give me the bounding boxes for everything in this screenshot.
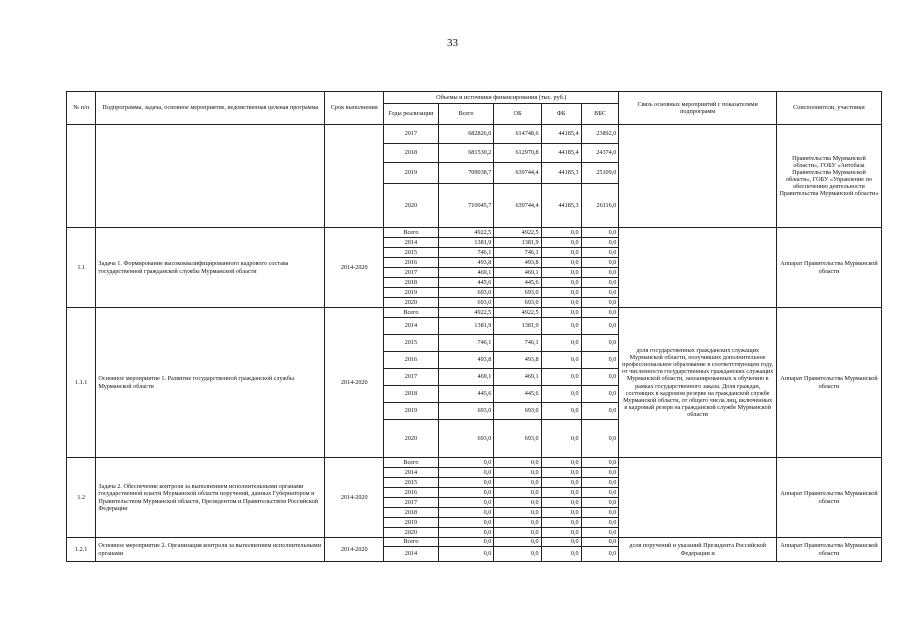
year-cell: Всего <box>384 308 439 318</box>
vbs-cell: 0,0 <box>581 488 619 498</box>
ob-cell: 614748,6 <box>494 125 541 144</box>
ob-cell: 0,0 <box>494 488 541 498</box>
coexec-cell: Правительства Мурманской области», ГОБУ «Автобаза Правительства Мурманской области», ГОБУ «Управление по обеспечению деятельности Правительства Мурманской области» <box>776 125 881 228</box>
total-cell: 0,0 <box>438 518 494 528</box>
total-cell: 469,1 <box>438 369 494 386</box>
year-cell: 2014 <box>384 468 439 478</box>
header-coexec: Соисполнители, участники <box>776 92 881 125</box>
year-cell: 2017 <box>384 498 439 508</box>
year-cell: Всего <box>384 228 439 238</box>
year-cell: 2015 <box>384 335 439 352</box>
link-cell: доля государственных гражданских служащих Мурманской области, получивших дополнительное профессиональное образование в соответствующем году, от численности государственных гражданских служащих Мурманской области, запланированных к обучению в рамках государственного заказа. Доля граждан, состоящих в кадровом резерве на гражданской службе Мурманской области, от общего числа лиц, включенных в кадровый резерв на гражданской службе Мурманской области <box>619 308 777 458</box>
vbs-cell: 0,0 <box>581 420 619 458</box>
vbs-cell: 0,0 <box>581 547 619 562</box>
fb-cell: 0,0 <box>541 478 581 488</box>
row-number: 1.1.1 <box>67 308 96 458</box>
row-number: 1.2.1 <box>67 538 96 562</box>
total-cell: 709038,7 <box>438 163 494 184</box>
table-row <box>67 458 882 468</box>
vbs-cell: 0,0 <box>581 335 619 352</box>
term-cell: 2014-2020 <box>325 308 384 458</box>
coexec-cell: Аппарат Правительства Мурманской области <box>776 308 881 458</box>
vbs-cell: 0,0 <box>581 403 619 420</box>
fb-cell: 0,0 <box>541 488 581 498</box>
year-cell: 2018 <box>384 386 439 403</box>
total-cell: 0,0 <box>438 488 494 498</box>
header-program: Подпрограмма, задача, основное мероприятие, ведомственная целевая программа <box>96 92 325 125</box>
header-ob: ОБ <box>494 104 541 125</box>
program-name: Задача 2. Обеспечение контроля за выполнением исполнительными органами государственной власти Мурманской области поручений, данных Губернатором и Правительством Мурманской области, Президентом и Правительством Российской Федерации <box>96 458 325 538</box>
vbs-cell: 0,0 <box>581 248 619 258</box>
total-cell: 710045,7 <box>438 184 494 228</box>
fb-cell: 0,0 <box>541 538 581 547</box>
year-cell: 2019 <box>384 288 439 298</box>
total-cell: 0,0 <box>438 528 494 538</box>
ob-cell: 0,0 <box>494 468 541 478</box>
coexec-cell: Аппарат Правительства Мурманской области <box>776 538 881 562</box>
year-cell: 2019 <box>384 163 439 184</box>
year-cell: 2018 <box>384 144 439 163</box>
ob-cell: 746,1 <box>494 248 541 258</box>
coexec-cell: Аппарат Правительства Мурманской области <box>776 228 881 308</box>
ob-cell: 746,1 <box>494 335 541 352</box>
ob-cell: 0,0 <box>494 508 541 518</box>
ob-cell: 693,0 <box>494 420 541 458</box>
ob-cell: 693,0 <box>494 298 541 308</box>
program-name: Задача 1. Формирование высококвалифицированного кадрового состава государственной гражданской службы Мурманской области <box>96 228 325 308</box>
year-cell: 2019 <box>384 518 439 528</box>
vbs-cell: 0,0 <box>581 518 619 528</box>
total-cell: 0,0 <box>438 508 494 518</box>
fb-cell: 0,0 <box>541 369 581 386</box>
ob-cell: 0,0 <box>494 528 541 538</box>
header-years: Годы реализации <box>384 104 439 125</box>
vbs-cell: 0,0 <box>581 238 619 248</box>
ob-cell: 639744,4 <box>494 163 541 184</box>
year-cell: 2017 <box>384 268 439 278</box>
fb-cell: 0,0 <box>541 508 581 518</box>
year-cell: 2014 <box>384 318 439 335</box>
ob-cell: 0,0 <box>494 538 541 547</box>
year-cell: 2016 <box>384 488 439 498</box>
fb-cell: 0,0 <box>541 498 581 508</box>
year-cell: 2020 <box>384 184 439 228</box>
vbs-cell: 0,0 <box>581 538 619 547</box>
total-cell: 445,6 <box>438 278 494 288</box>
vbs-cell: 0,0 <box>581 468 619 478</box>
fb-cell: 0,0 <box>541 528 581 538</box>
year-cell: 2019 <box>384 403 439 420</box>
header-funding: Объемы и источники финансирования (тыс. руб.) <box>384 92 619 104</box>
link-cell <box>619 125 777 228</box>
header-fb: ФБ <box>541 104 581 125</box>
year-cell: 2020 <box>384 298 439 308</box>
ob-cell: 1381,9 <box>494 238 541 248</box>
fb-cell: 44185,4 <box>541 144 581 163</box>
vbs-cell: 0,0 <box>581 268 619 278</box>
ob-cell: 693,0 <box>494 403 541 420</box>
ob-cell: 0,0 <box>494 498 541 508</box>
total-cell: 693,0 <box>438 288 494 298</box>
fb-cell: 0,0 <box>541 268 581 278</box>
table-row <box>67 228 882 238</box>
ob-cell: 469,1 <box>494 369 541 386</box>
year-cell: 2015 <box>384 248 439 258</box>
table-row <box>67 125 882 144</box>
fb-cell: 0,0 <box>541 518 581 528</box>
vbs-cell: 0,0 <box>581 386 619 403</box>
fb-cell: 0,0 <box>541 547 581 562</box>
term-cell: 2014-2020 <box>325 458 384 538</box>
link-cell <box>619 458 777 538</box>
vbs-cell: 25109,0 <box>581 163 619 184</box>
total-cell: 682826,0 <box>438 125 494 144</box>
ob-cell: 4922,5 <box>494 228 541 238</box>
year-cell: 2017 <box>384 125 439 144</box>
ob-cell: 445,6 <box>494 386 541 403</box>
ob-cell: 0,0 <box>494 478 541 488</box>
year-cell: 2015 <box>384 478 439 488</box>
vbs-cell: 0,0 <box>581 318 619 335</box>
total-cell: 681530,2 <box>438 144 494 163</box>
vbs-cell: 0,0 <box>581 458 619 468</box>
year-cell: 2020 <box>384 420 439 458</box>
fb-cell: 0,0 <box>541 308 581 318</box>
total-cell: 493,8 <box>438 258 494 268</box>
vbs-cell: 0,0 <box>581 508 619 518</box>
ob-cell: 0,0 <box>494 458 541 468</box>
table-row <box>67 308 882 318</box>
fb-cell: 0,0 <box>541 468 581 478</box>
fb-cell: 0,0 <box>541 318 581 335</box>
year-cell: 2014 <box>384 547 439 562</box>
total-cell: 0,0 <box>438 547 494 562</box>
year-cell: Всего <box>384 538 439 547</box>
vbs-cell: 0,0 <box>581 228 619 238</box>
year-cell: 2014 <box>384 238 439 248</box>
program-name: Основное мероприятие 1. Развитие государственной гражданской службы Мурманской области <box>96 308 325 458</box>
header-term: Срок выполнения <box>325 92 384 125</box>
vbs-cell: 0,0 <box>581 258 619 268</box>
total-cell: 4922,5 <box>438 228 494 238</box>
ob-cell: 493,8 <box>494 352 541 369</box>
ob-cell: 4922,5 <box>494 308 541 318</box>
header-num: № п/п <box>67 92 96 125</box>
vbs-cell: 23892,0 <box>581 125 619 144</box>
header-total: Всего <box>438 104 494 125</box>
fb-cell: 44185,4 <box>541 125 581 144</box>
fb-cell: 0,0 <box>541 458 581 468</box>
ob-cell: 445,6 <box>494 278 541 288</box>
year-cell: 2016 <box>384 258 439 268</box>
total-cell: 693,0 <box>438 403 494 420</box>
year-cell: 2016 <box>384 352 439 369</box>
fb-cell: 0,0 <box>541 238 581 248</box>
vbs-cell: 24374,0 <box>581 144 619 163</box>
vbs-cell: 0,0 <box>581 278 619 288</box>
vbs-cell: 0,0 <box>581 478 619 488</box>
total-cell: 445,6 <box>438 386 494 403</box>
ob-cell: 639744,4 <box>494 184 541 228</box>
ob-cell: 1381,9 <box>494 318 541 335</box>
fb-cell: 0,0 <box>541 248 581 258</box>
total-cell: 1381,9 <box>438 318 494 335</box>
term-cell <box>325 125 384 228</box>
year-cell: 2018 <box>384 508 439 518</box>
ob-cell: 0,0 <box>494 518 541 528</box>
vbs-cell: 26116,0 <box>581 184 619 228</box>
total-cell: 0,0 <box>438 468 494 478</box>
row-number: 1.1 <box>67 228 96 308</box>
term-cell: 2014-2020 <box>325 228 384 308</box>
page-number: 33 <box>447 37 458 49</box>
total-cell: 0,0 <box>438 498 494 508</box>
fb-cell: 44185,3 <box>541 184 581 228</box>
year-cell: 2017 <box>384 369 439 386</box>
vbs-cell: 0,0 <box>581 298 619 308</box>
year-cell: 2020 <box>384 528 439 538</box>
ob-cell: 0,0 <box>494 547 541 562</box>
table-row <box>67 538 882 547</box>
ob-cell: 469,1 <box>494 268 541 278</box>
table-body <box>67 125 882 562</box>
header-link: Связь основных мероприятий с показателями подпрограмм <box>619 92 777 125</box>
vbs-cell: 0,0 <box>581 288 619 298</box>
fb-cell: 0,0 <box>541 288 581 298</box>
fb-cell: 0,0 <box>541 228 581 238</box>
program-name: Основное мероприятие 2. Организация контроля за выполнением исполнительными органами <box>96 538 325 562</box>
total-cell: 0,0 <box>438 458 494 468</box>
ob-cell: 693,0 <box>494 288 541 298</box>
total-cell: 1381,9 <box>438 238 494 248</box>
total-cell: 0,0 <box>438 538 494 547</box>
link-cell <box>619 228 777 308</box>
total-cell: 0,0 <box>438 478 494 488</box>
total-cell: 4922,5 <box>438 308 494 318</box>
total-cell: 746,1 <box>438 335 494 352</box>
header-vbs: ВБС <box>581 104 619 125</box>
fb-cell: 0,0 <box>541 420 581 458</box>
total-cell: 693,0 <box>438 298 494 308</box>
total-cell: 493,8 <box>438 352 494 369</box>
fb-cell: 0,0 <box>541 258 581 268</box>
fb-cell: 0,0 <box>541 403 581 420</box>
fb-cell: 0,0 <box>541 386 581 403</box>
fb-cell: 44185,3 <box>541 163 581 184</box>
vbs-cell: 0,0 <box>581 528 619 538</box>
fb-cell: 0,0 <box>541 352 581 369</box>
vbs-cell: 0,0 <box>581 308 619 318</box>
link-cell: доля поручений и указаний Президента Российской Федерации и <box>619 538 777 562</box>
row-number: 1.2 <box>67 458 96 538</box>
row-number <box>67 125 96 228</box>
vbs-cell: 0,0 <box>581 369 619 386</box>
ob-cell: 493,8 <box>494 258 541 268</box>
funding-table <box>66 91 882 562</box>
vbs-cell: 0,0 <box>581 498 619 508</box>
fb-cell: 0,0 <box>541 335 581 352</box>
fb-cell: 0,0 <box>541 298 581 308</box>
year-cell: 2018 <box>384 278 439 288</box>
term-cell: 2014-2020 <box>325 538 384 562</box>
coexec-cell: Аппарат Правительства Мурманской области <box>776 458 881 538</box>
fb-cell: 0,0 <box>541 278 581 288</box>
program-name <box>96 125 325 228</box>
total-cell: 693,0 <box>438 420 494 458</box>
year-cell: Всего <box>384 458 439 468</box>
total-cell: 746,1 <box>438 248 494 258</box>
ob-cell: 612970,8 <box>494 144 541 163</box>
vbs-cell: 0,0 <box>581 352 619 369</box>
total-cell: 469,1 <box>438 268 494 278</box>
